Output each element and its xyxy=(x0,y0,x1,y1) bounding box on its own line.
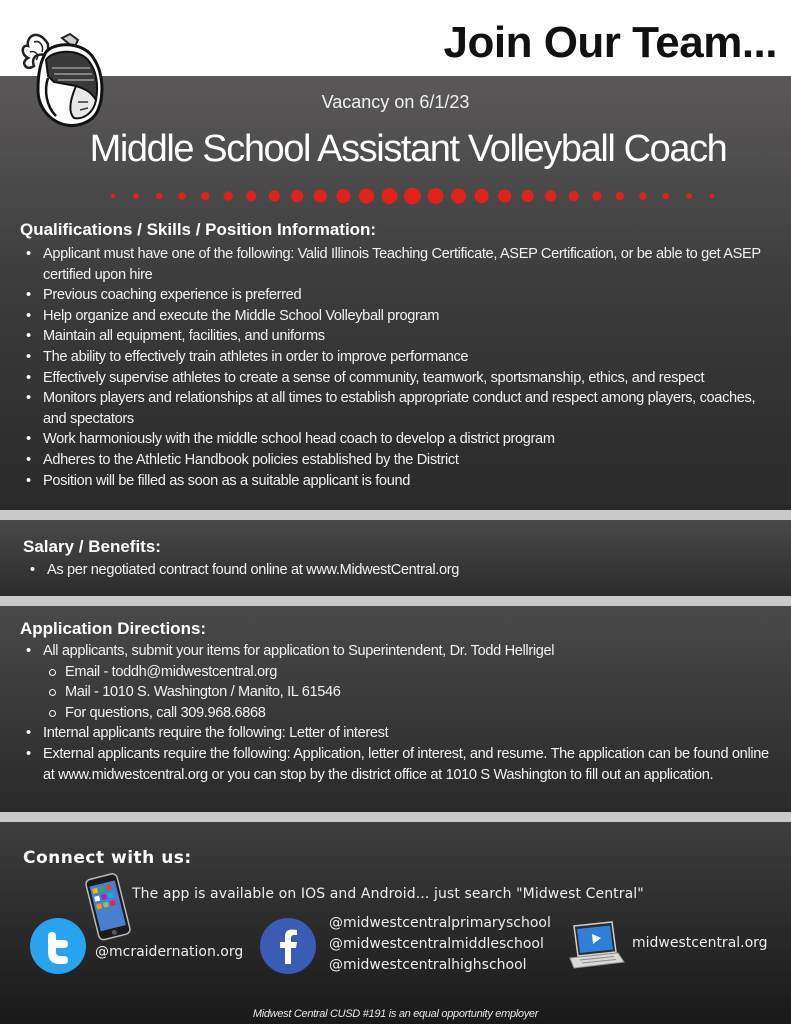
list-item: • Previous coaching experience is preferred xyxy=(22,285,774,306)
decorative-dot-divider xyxy=(110,186,715,206)
list-item: • Monitors players and relationships at all times to establish appropriate conduct and respect among players, coaches, and spectators xyxy=(22,388,774,429)
list-item: • Help organize and execute the Middle School Volleyball program xyxy=(22,306,774,327)
divider-dot xyxy=(498,189,511,202)
knight-helmet-logo xyxy=(18,16,108,130)
list-item: • Applicant must have one of the following: Valid Illinois Teaching Certificate, ASEP Certification, or be able to get ASEP certified upon hire xyxy=(22,244,774,285)
divider-dot xyxy=(569,191,579,201)
list-item: • Internal applicants require the following: Letter of interest xyxy=(22,723,774,744)
twitter-icon[interactable] xyxy=(30,918,86,974)
divider-dot xyxy=(178,192,185,199)
divider-dot xyxy=(710,194,715,199)
qualifications-list xyxy=(22,244,774,491)
salary-list xyxy=(26,560,766,581)
divider-dot xyxy=(201,192,209,200)
divider-dot xyxy=(639,192,646,199)
section-divider xyxy=(0,510,791,520)
divider-dot xyxy=(111,194,116,199)
list-item: • Position will be filled as soon as a suitable applicant is found xyxy=(22,471,774,492)
application-heading: Application Directions: xyxy=(20,619,207,638)
connect-heading: Connect with us: xyxy=(23,848,192,868)
facebook-handle-middle[interactable]: @midwestcentralmiddleschool xyxy=(329,936,544,952)
facebook-handle-high[interactable]: @midwestcentralhighschool xyxy=(329,957,527,973)
divider-dot xyxy=(522,190,534,202)
list-item: • Maintain all equipment, facilities, and uniforms xyxy=(22,326,774,347)
divider-dot xyxy=(404,188,421,205)
header xyxy=(0,0,791,76)
divider-dot xyxy=(427,188,443,204)
divider-dot xyxy=(224,191,233,200)
contact-email: Email - toddh@midwestcentral.org xyxy=(43,662,774,683)
footer-note: Midwest Central CUSD #191 is an equal opportunity employer xyxy=(252,1008,539,1020)
contact-mail: Mail - 1010 S. Washington / Manito, IL 61546 xyxy=(43,682,774,703)
facebook-handle-primary[interactable]: @midwestcentralprimaryschool xyxy=(329,915,551,931)
list-item: • Adheres to the Athletic Handbook policies established by the District xyxy=(22,450,774,471)
divider-dot xyxy=(475,189,489,203)
salary-panel xyxy=(0,520,791,596)
list-item: • As per negotiated contract found online at www.MidwestCentral.org xyxy=(26,560,766,581)
list-item: • External applicants require the following: Application, letter of interest, and resume. The application can be found online at www.midwestcentral.org or you can stop by the district office at 1010 S Washington to fill out an application. xyxy=(22,744,774,785)
divider-dot xyxy=(616,192,624,200)
divider-dot xyxy=(686,193,692,199)
section-divider xyxy=(0,596,791,606)
job-title: Middle School Assistant Volleyball Coach xyxy=(89,128,727,170)
divider-dot xyxy=(336,189,350,203)
divider-dot xyxy=(291,190,303,202)
page-title: Join Our Team... xyxy=(443,18,777,67)
qualifications-heading: Qualifications / Skills / Position Information: xyxy=(20,220,377,239)
divider-dot xyxy=(545,190,556,201)
laptop-icon xyxy=(566,920,626,972)
facebook-icon[interactable] xyxy=(260,918,316,974)
divider-dot xyxy=(451,188,466,203)
smartphone-icon xyxy=(80,872,134,942)
divider-dot xyxy=(359,188,374,203)
facebook-handles xyxy=(329,913,551,976)
list-item xyxy=(22,641,774,723)
contact-phone: For questions, call 309.968.6868 xyxy=(43,703,774,724)
app-availability-note: The app is available on IOS and Android... just search "Midwest Central" xyxy=(132,886,644,902)
list-item: • Work harmoniously with the middle school head coach to develop a district program xyxy=(22,429,774,450)
list-item-text: All applicants, submit your items for application to Superintendent, Dr. Todd Hellrigel xyxy=(43,643,555,659)
divider-dot xyxy=(156,193,163,200)
contact-sublist xyxy=(43,662,774,724)
website-link[interactable]: midwestcentral.org xyxy=(632,935,768,951)
divider-dot xyxy=(269,190,280,201)
twitter-handle[interactable]: @mcraidernation.org xyxy=(95,944,244,960)
list-item: • The ability to effectively train athletes in order to improve performance xyxy=(22,347,774,368)
divider-dot xyxy=(246,191,256,201)
divider-dot xyxy=(663,193,670,200)
divider-dot xyxy=(592,191,601,200)
divider-dot xyxy=(133,193,139,199)
divider-dot xyxy=(314,189,327,202)
vacancy-date: Vacancy on 6/1/23 xyxy=(321,92,470,112)
section-divider xyxy=(0,812,791,822)
divider-dot xyxy=(381,188,397,204)
application-list xyxy=(22,641,774,785)
salary-heading: Salary / Benefits: xyxy=(23,537,161,556)
list-item: • Effectively supervise athletes to create a sense of community, teamwork, sportsmanship, ethics, and respect xyxy=(22,368,774,389)
